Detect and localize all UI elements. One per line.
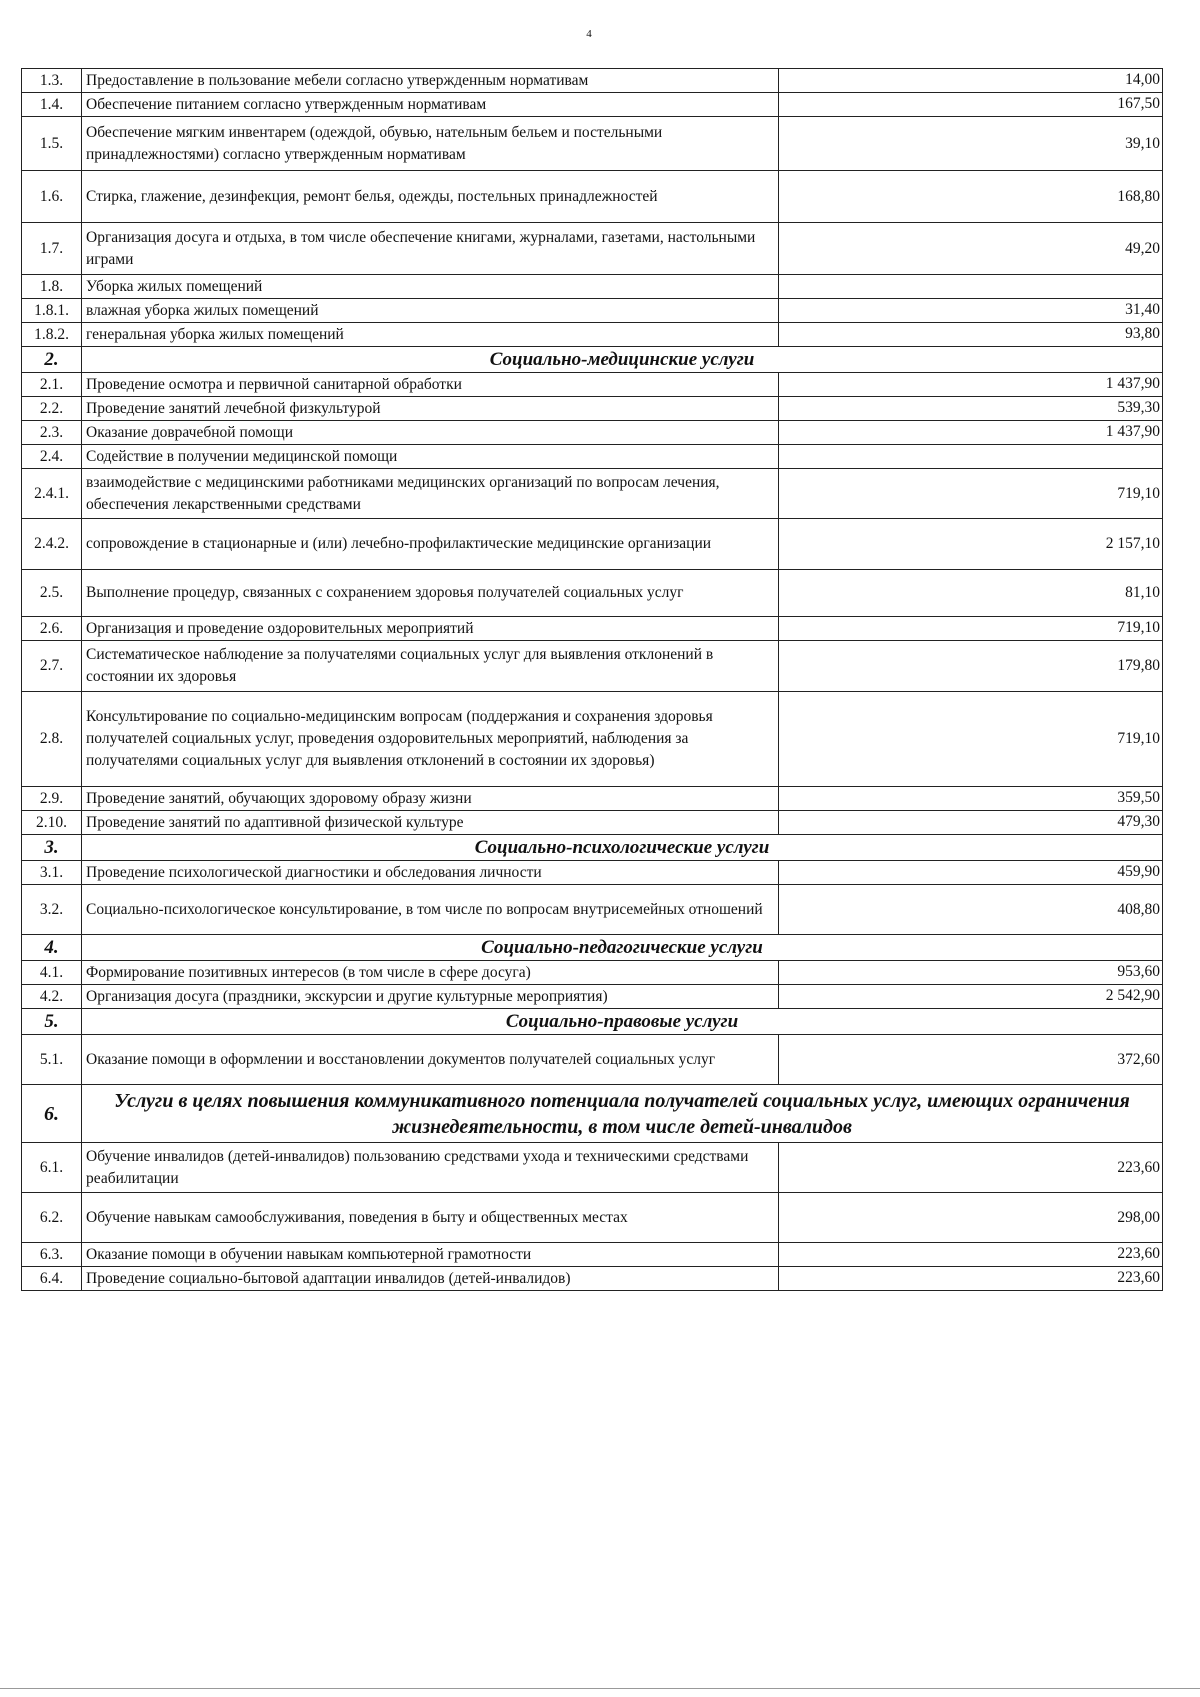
service-tariff-value: 2 542,90 bbox=[779, 985, 1163, 1009]
service-row bbox=[22, 445, 1163, 469]
service-number: 3.1. bbox=[22, 861, 82, 885]
section-number: 4. bbox=[22, 935, 82, 961]
section-title: Социально-психологические услуги bbox=[82, 835, 1163, 861]
service-description: Обеспечение мягким инвентарем (одеждой, обувью, нательным бельем и постельными принадлежностями) согласно утвержденным нормативам bbox=[82, 117, 779, 171]
section-title: Социально-педагогические услуги bbox=[82, 935, 1163, 961]
service-description: Содействие в получении медицинской помощи bbox=[82, 445, 779, 469]
section-number: 3. bbox=[22, 835, 82, 861]
section-header-row bbox=[22, 1085, 1163, 1143]
tariff-table-container bbox=[21, 68, 1162, 1291]
service-tariff-value: 223,60 bbox=[779, 1243, 1163, 1267]
service-tariff-value: 167,50 bbox=[779, 93, 1163, 117]
tariff-table bbox=[21, 68, 1163, 1291]
service-row bbox=[22, 171, 1163, 223]
service-tariff-value: 479,30 bbox=[779, 811, 1163, 835]
service-number: 1.6. bbox=[22, 171, 82, 223]
service-description: Организация досуга и отдыха, в том числе обеспечение книгами, журналами, газетами, настольными играми bbox=[82, 223, 779, 275]
service-description: Проведение психологической диагностики и обследования личности bbox=[82, 861, 779, 885]
service-number: 1.7. bbox=[22, 223, 82, 275]
service-description: Проведение занятий лечебной физкультурой bbox=[82, 397, 779, 421]
service-tariff-value: 93,80 bbox=[779, 323, 1163, 347]
service-tariff-value: 168,80 bbox=[779, 171, 1163, 223]
service-description: Оказание доврачебной помощи bbox=[82, 421, 779, 445]
service-tariff-value: 223,60 bbox=[779, 1143, 1163, 1193]
service-tariff-value: 298,00 bbox=[779, 1193, 1163, 1243]
service-number: 2.10. bbox=[22, 811, 82, 835]
service-description: сопровождение в стационарные и (или) лечебно-профилактические медицинские организации bbox=[82, 519, 779, 570]
service-tariff-value: 539,30 bbox=[779, 397, 1163, 421]
service-tariff-value: 408,80 bbox=[779, 885, 1163, 935]
service-row bbox=[22, 641, 1163, 692]
service-number: 2.2. bbox=[22, 397, 82, 421]
service-description: Социально-психологическое консультирование, в том числе по вопросам внутрисемейных отношений bbox=[82, 885, 779, 935]
service-description: Организация и проведение оздоровительных мероприятий bbox=[82, 617, 779, 641]
service-description: генеральная уборка жилых помещений bbox=[82, 323, 779, 347]
service-number: 2.1. bbox=[22, 373, 82, 397]
service-row bbox=[22, 1143, 1163, 1193]
service-number: 2.4. bbox=[22, 445, 82, 469]
service-tariff-value: 719,10 bbox=[779, 617, 1163, 641]
service-row bbox=[22, 787, 1163, 811]
service-row bbox=[22, 93, 1163, 117]
service-row bbox=[22, 1193, 1163, 1243]
service-number: 1.3. bbox=[22, 69, 82, 93]
page-bottom-edge bbox=[0, 1688, 1200, 1689]
service-tariff-value: 1 437,90 bbox=[779, 373, 1163, 397]
service-row bbox=[22, 421, 1163, 445]
service-tariff-value bbox=[779, 275, 1163, 299]
service-number: 6.3. bbox=[22, 1243, 82, 1267]
section-title: Услуги в целях повышения коммуникативного потенциала получателей социальных услуг, имеющих ограничения жизнедеятельности, в том числе детей-инвалидов bbox=[82, 1085, 1163, 1143]
service-row bbox=[22, 617, 1163, 641]
service-row bbox=[22, 692, 1163, 787]
service-row bbox=[22, 397, 1163, 421]
service-row bbox=[22, 519, 1163, 570]
service-row bbox=[22, 985, 1163, 1009]
service-tariff-value: 1 437,90 bbox=[779, 421, 1163, 445]
service-number: 6.1. bbox=[22, 1143, 82, 1193]
service-description: Оказание помощи в обучении навыкам компьютерной грамотности bbox=[82, 1243, 779, 1267]
service-tariff-value: 372,60 bbox=[779, 1035, 1163, 1085]
service-description: Выполнение процедур, связанных с сохранением здоровья получателей социальных услуг bbox=[82, 570, 779, 617]
service-number: 1.8.2. bbox=[22, 323, 82, 347]
service-number: 2.6. bbox=[22, 617, 82, 641]
service-tariff-value: 81,10 bbox=[779, 570, 1163, 617]
service-tariff-value: 359,50 bbox=[779, 787, 1163, 811]
service-row bbox=[22, 323, 1163, 347]
service-description: Уборка жилых помещений bbox=[82, 275, 779, 299]
service-tariff-value bbox=[779, 445, 1163, 469]
service-number: 1.8.1. bbox=[22, 299, 82, 323]
service-description: взаимодействие с медицинскими работниками медицинских организаций по вопросам лечения, обеспечения лекарственными средствами bbox=[82, 469, 779, 519]
service-description: Стирка, глажение, дезинфекция, ремонт белья, одежды, постельных принадлежностей bbox=[82, 171, 779, 223]
service-description: Оказание помощи в оформлении и восстановлении документов получателей социальных услуг bbox=[82, 1035, 779, 1085]
service-description: Обучение инвалидов (детей-инвалидов) пользованию средствами ухода и техническими средствами реабилитации bbox=[82, 1143, 779, 1193]
section-number: 2. bbox=[22, 347, 82, 373]
service-tariff-value: 459,90 bbox=[779, 861, 1163, 885]
service-description: Проведение социально-бытовой адаптации инвалидов (детей-инвалидов) bbox=[82, 1267, 779, 1291]
service-description: Проведение занятий по адаптивной физической культуре bbox=[82, 811, 779, 835]
section-header-row bbox=[22, 1009, 1163, 1035]
service-description: Обучение навыкам самообслуживания, поведения в быту и общественных местах bbox=[82, 1193, 779, 1243]
service-description: Проведение осмотра и первичной санитарной обработки bbox=[82, 373, 779, 397]
service-number: 6.2. bbox=[22, 1193, 82, 1243]
section-number: 6. bbox=[22, 1085, 82, 1143]
service-row bbox=[22, 223, 1163, 275]
service-number: 2.4.1. bbox=[22, 469, 82, 519]
service-tariff-value: 719,10 bbox=[779, 692, 1163, 787]
service-row bbox=[22, 299, 1163, 323]
section-header-row bbox=[22, 835, 1163, 861]
section-header-row bbox=[22, 935, 1163, 961]
service-description: Организация досуга (праздники, экскурсии и другие культурные мероприятия) bbox=[82, 985, 779, 1009]
service-description: Предоставление в пользование мебели согласно утвержденным нормативам bbox=[82, 69, 779, 93]
service-row bbox=[22, 69, 1163, 93]
service-row bbox=[22, 1267, 1163, 1291]
service-row bbox=[22, 469, 1163, 519]
service-number: 1.4. bbox=[22, 93, 82, 117]
service-description: Формирование позитивных интересов (в том числе в сфере досуга) bbox=[82, 961, 779, 985]
service-row bbox=[22, 117, 1163, 171]
service-number: 1.5. bbox=[22, 117, 82, 171]
service-row bbox=[22, 811, 1163, 835]
section-title: Социально-медицинские услуги bbox=[82, 347, 1163, 373]
service-row bbox=[22, 1243, 1163, 1267]
section-number: 5. bbox=[22, 1009, 82, 1035]
service-description: Проведение занятий, обучающих здоровому образу жизни bbox=[82, 787, 779, 811]
service-number: 4.1. bbox=[22, 961, 82, 985]
service-tariff-value: 31,40 bbox=[779, 299, 1163, 323]
service-number: 2.8. bbox=[22, 692, 82, 787]
service-number: 2.7. bbox=[22, 641, 82, 692]
service-row bbox=[22, 1035, 1163, 1085]
service-row bbox=[22, 275, 1163, 299]
service-row bbox=[22, 885, 1163, 935]
service-number: 5.1. bbox=[22, 1035, 82, 1085]
service-row bbox=[22, 373, 1163, 397]
tariff-table-body bbox=[22, 69, 1163, 1291]
service-row bbox=[22, 861, 1163, 885]
service-tariff-value: 719,10 bbox=[779, 469, 1163, 519]
service-row bbox=[22, 570, 1163, 617]
section-header-row bbox=[22, 347, 1163, 373]
service-number: 1.8. bbox=[22, 275, 82, 299]
service-number: 4.2. bbox=[22, 985, 82, 1009]
service-description: влажная уборка жилых помещений bbox=[82, 299, 779, 323]
service-tariff-value: 49,20 bbox=[779, 223, 1163, 275]
service-tariff-value: 223,60 bbox=[779, 1267, 1163, 1291]
service-row bbox=[22, 961, 1163, 985]
service-tariff-value: 953,60 bbox=[779, 961, 1163, 985]
service-description: Обеспечение питанием согласно утвержденным нормативам bbox=[82, 93, 779, 117]
service-number: 2.3. bbox=[22, 421, 82, 445]
service-number: 2.4.2. bbox=[22, 519, 82, 570]
service-tariff-value: 14,00 bbox=[779, 69, 1163, 93]
service-number: 2.5. bbox=[22, 570, 82, 617]
service-number: 6.4. bbox=[22, 1267, 82, 1291]
service-number: 2.9. bbox=[22, 787, 82, 811]
service-tariff-value: 2 157,10 bbox=[779, 519, 1163, 570]
service-description: Систематическое наблюдение за получателями социальных услуг для выявления отклонений в состоянии их здоровья bbox=[82, 641, 779, 692]
service-tariff-value: 179,80 bbox=[779, 641, 1163, 692]
service-description: Консультирование по социально-медицинским вопросам (поддержания и сохранения здоровья получателей социальных услуг, проведения оздоровительных мероприятий, наблюдения за получателями социальных услуг для выявления отклонений в состоянии их здоровья) bbox=[82, 692, 779, 787]
page-number: 4 bbox=[586, 28, 592, 40]
section-title: Социально-правовые услуги bbox=[82, 1009, 1163, 1035]
service-tariff-value: 39,10 bbox=[779, 117, 1163, 171]
service-number: 3.2. bbox=[22, 885, 82, 935]
